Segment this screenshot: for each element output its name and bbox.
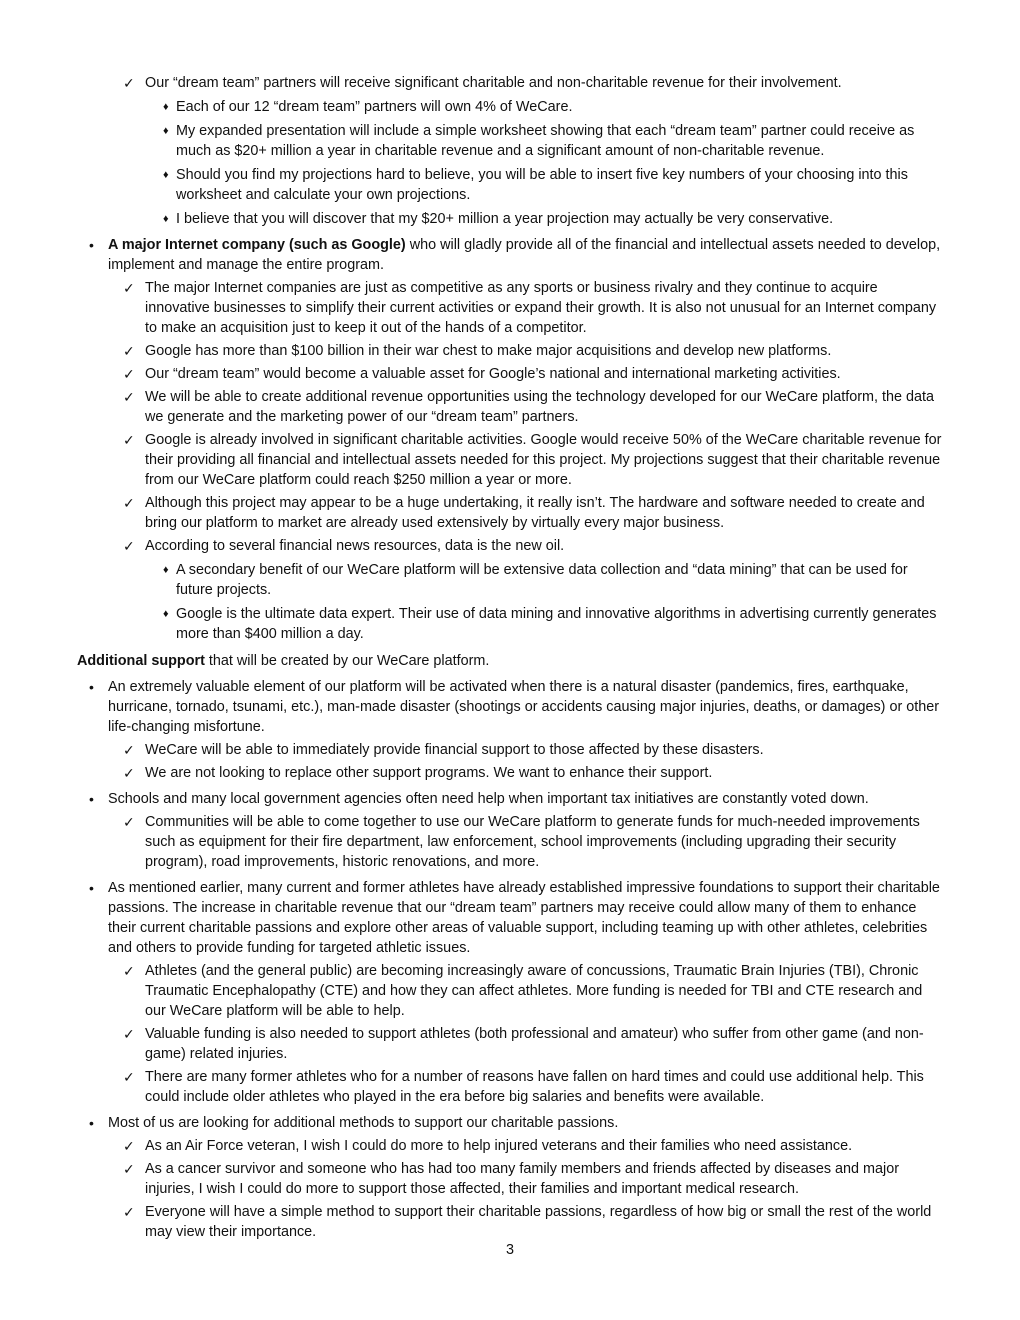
item-text: A secondary benefit of our WeCare platform will be extensive data collection and “data mining” that can be used for future projects.	[176, 562, 908, 598]
heading-bold-text: Additional support	[77, 653, 205, 669]
list-item	[123, 1067, 945, 1107]
list-item	[123, 1136, 945, 1156]
bullet-icon: •	[89, 880, 94, 896]
section-heading	[77, 651, 947, 671]
list-item	[123, 1024, 945, 1064]
list-item	[163, 121, 946, 161]
list-item	[163, 97, 946, 117]
bullet-icon: •	[89, 1115, 94, 1131]
list-item	[123, 536, 945, 556]
item-text: Valuable funding is also needed to support athletes (both professional and amateur) who suffer from other game (and non-game) related injuries.	[145, 1026, 924, 1062]
list-item	[123, 387, 945, 427]
checkmark-icon: ✓	[123, 963, 135, 979]
item-text: Athletes (and the general public) are becoming increasingly aware of concussions, Traumatic Brain Injuries (TBI), Chronic Traumatic Encephalopathy (CTE) and how they can affect athletes. More funding is needed for TBI and CTE research and our WeCare platform will be able to help.	[145, 963, 923, 1019]
list-item	[89, 235, 948, 275]
list-item	[123, 740, 945, 760]
checkmark-icon: ✓	[123, 432, 135, 448]
item-text: According to several financial news resources, data is the new oil.	[145, 538, 565, 554]
list-item	[123, 1202, 945, 1242]
item-text: An extremely valuable element of our platform will be activated when there is a natural disaster (pandemics, fires, earthquake, hurricane, tornado, tsunami, etc.), man-made disaster (shootings or accidents causing major injuries, deaths, or damages) or other life-changing misfortune.	[108, 679, 940, 735]
page-number: 3	[505, 1242, 514, 1258]
list-item	[123, 278, 945, 338]
list-item	[123, 1159, 945, 1199]
item-text: WeCare will be able to immediately provide financial support to those affected by these disasters.	[145, 742, 764, 758]
item-text: There are many former athletes who for a number of reasons have fallen on hard times and could use additional help. This could include older athletes who played in the era before big salaries and benefits were available.	[145, 1069, 924, 1105]
item-text: The major Internet companies are just as competitive as any sports or business rivalry and they continue to acquire innovative businesses to simplify their current activities or expand their growth. It is also not unusual for an Internet company to make an acquisition just to keep it out of the hands of a competitor.	[145, 280, 937, 336]
bullet-icon: •	[89, 679, 94, 695]
checkmark-icon: ✓	[123, 1204, 135, 1220]
list-item	[123, 73, 945, 93]
list-item	[89, 677, 948, 737]
list-item	[123, 341, 945, 361]
checkmark-icon: ✓	[123, 389, 135, 405]
item-bold-text: A major Internet company (such as Google)	[108, 237, 406, 253]
list-item	[123, 364, 945, 384]
item-text: Communities will be able to come together to use our WeCare platform to generate funds for much-needed improvements such as equipment for their fire department, law enforcement, school improvements (including upgrading their security program), road improvements, historic renovations, and more.	[145, 814, 920, 870]
list-item	[123, 812, 945, 872]
item-text: Google has more than $100 billion in their war chest to make major acquisitions and develop new platforms.	[145, 343, 832, 359]
list-item	[163, 165, 946, 205]
item-text: I believe that you will discover that my $20+ million a year projection may actually be very conservative.	[176, 211, 834, 227]
item-text: As an Air Force veteran, I wish I could do more to help injured veterans and their families who need assistance.	[145, 1138, 853, 1154]
checkmark-icon: ✓	[123, 1069, 135, 1085]
item-text: Each of our 12 “dream team” partners will own 4% of WeCare.	[176, 99, 573, 115]
list-item	[163, 560, 946, 600]
item-text: As mentioned earlier, many current and former athletes have already established impressive foundations to support their charitable passions. The increase in charitable revenue that our “dream team” partners may receive could allow many of them to enhance their current charitable passions and explore other areas of valuable support, including teaming up with other athletes, celebrities and others to provide funding for targeted athletic issues.	[108, 880, 940, 956]
item-text: Our “dream team” would become a valuable asset for Google’s national and international marketing activities.	[145, 366, 841, 382]
list-item	[123, 430, 945, 490]
list-item	[89, 789, 948, 809]
item-text: Although this project may appear to be a huge undertaking, it really isn’t. The hardware and software needed to create and bring our platform to market are already used extensively by virtually every major business.	[145, 495, 925, 531]
item-text: Everyone will have a simple method to support their charitable passions, regardless of how big or small the rest of the world may view their importance.	[145, 1204, 932, 1240]
checkmark-icon: ✓	[123, 495, 135, 511]
item-text: Most of us are looking for additional methods to support our charitable passions.	[108, 1115, 619, 1131]
bullet-icon: •	[89, 237, 94, 253]
checkmark-icon: ✓	[123, 538, 135, 554]
list-item	[123, 961, 945, 1021]
checkmark-icon: ✓	[123, 1026, 135, 1042]
checkmark-icon: ✓	[123, 742, 135, 758]
checkmark-icon: ✓	[123, 1138, 135, 1154]
item-text: Our “dream team” partners will receive significant charitable and non-charitable revenue for their involvement.	[145, 75, 842, 91]
heading-text: that will be created by our WeCare platform.	[204, 653, 490, 669]
item-text: Should you find my projections hard to believe, you will be able to insert five key numbers of your choosing into this worksheet and calculate your own projections.	[176, 167, 908, 203]
checkmark-icon: ✓	[123, 280, 135, 296]
checkmark-icon: ✓	[123, 75, 135, 91]
diamond-bullet-icon: ♦	[163, 608, 169, 620]
item-text: Google is the ultimate data expert. Their use of data mining and innovative algorithms in advertising currently generates more than $400 million a day.	[176, 606, 937, 642]
list-item	[89, 1113, 948, 1133]
checkmark-icon: ✓	[123, 343, 135, 359]
item-text: As a cancer survivor and someone who has had too many family members and friends affected by diseases and major injuries, I wish I could do more to support those affected, their families and important medical research.	[145, 1161, 900, 1197]
list-item	[123, 493, 945, 533]
list-item	[163, 604, 946, 644]
bullet-icon: •	[89, 791, 94, 807]
diamond-bullet-icon: ♦	[163, 564, 169, 576]
checkmark-icon: ✓	[123, 765, 135, 781]
checkmark-icon: ✓	[123, 814, 135, 830]
diamond-bullet-icon: ♦	[163, 169, 169, 181]
list-item	[89, 878, 948, 958]
list-item	[123, 763, 945, 783]
item-text: Schools and many local government agencies often need help when important tax initiatives are constantly voted down.	[108, 791, 869, 807]
diamond-bullet-icon: ♦	[163, 125, 169, 137]
checkmark-icon: ✓	[123, 1161, 135, 1177]
item-text: We are not looking to replace other support programs. We want to enhance their support.	[145, 765, 713, 781]
diamond-bullet-icon: ♦	[163, 101, 169, 113]
diamond-bullet-icon: ♦	[163, 213, 169, 225]
item-text: My expanded presentation will include a simple worksheet showing that each “dream team” partner could receive as much as $20+ million a year in charitable revenue and a significant amount of non-charitable revenue.	[176, 123, 915, 159]
item-text: Google is already involved in significant charitable activities. Google would receive 50% of the WeCare charitable revenue for their providing all financial and intellectual assets needed for this project. My projections suggest that their charitable revenue from our WeCare platform could reach $250 million a year or more.	[145, 432, 942, 488]
checkmark-icon: ✓	[123, 366, 135, 382]
list-item	[163, 209, 946, 229]
item-text: who will gladly provide all of the financial and intellectual assets needed to develop, implement and manage the entire program.	[108, 237, 941, 273]
item-text: We will be able to create additional revenue opportunities using the technology developed for our WeCare platform, the data we generate and the marketing power of our “dream team” partners.	[145, 389, 935, 425]
